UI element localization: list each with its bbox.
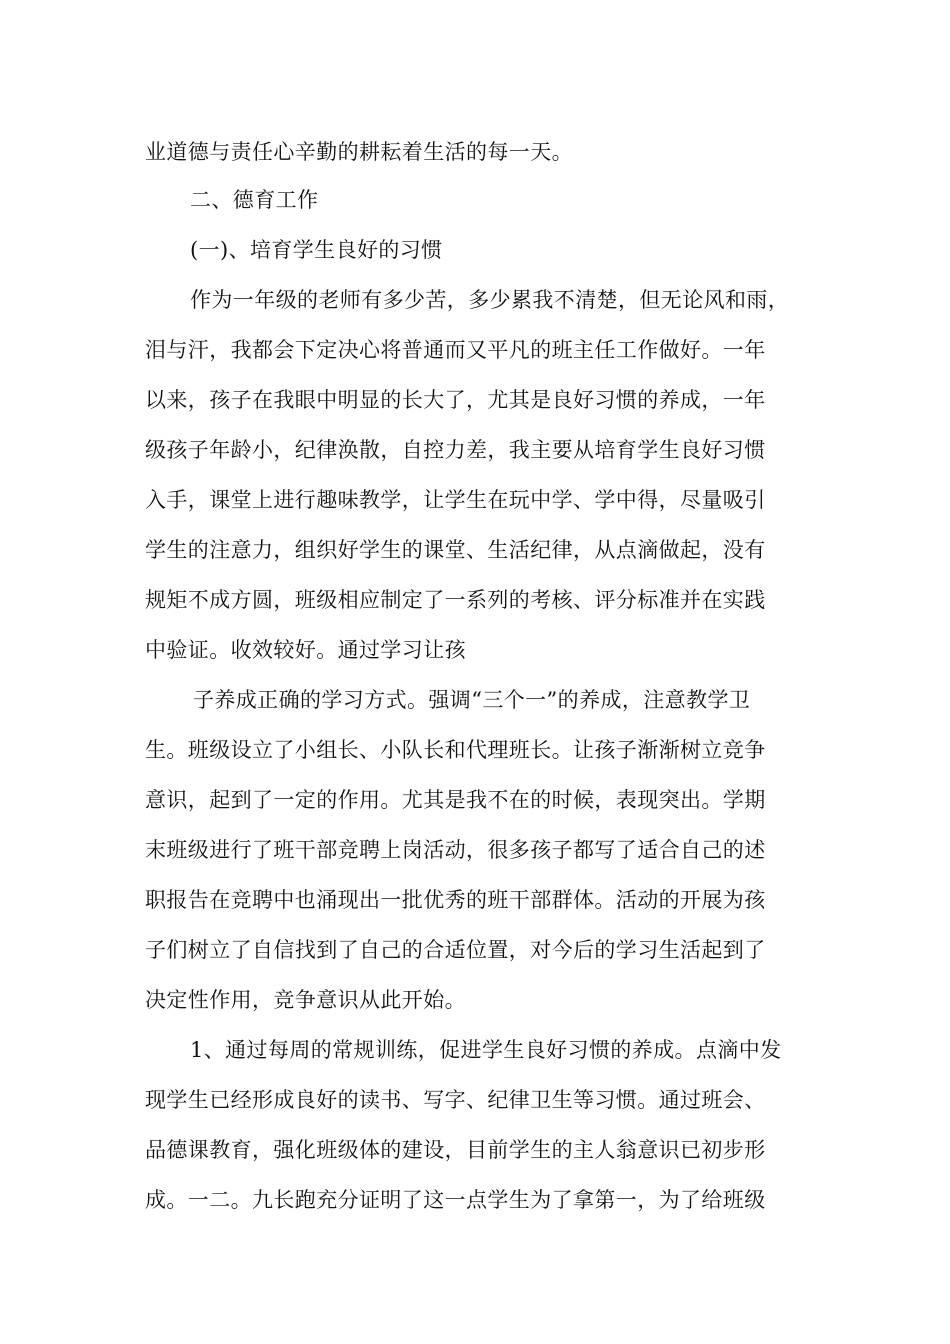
- paragraph-line: 子们树立了自信找到了自己的合适位置，对今后的学习生活起到了: [145, 938, 766, 962]
- text-line-1: 业道德与责任心辛勤的耕耘着生活的每一天。: [145, 140, 573, 164]
- paragraph-line: 1、通过每周的常规训练，促进学生良好习惯的养成。点滴中发: [190, 1038, 782, 1062]
- paragraph-line: 入手，课堂上进行趣味教学，让学生在玩中学、学中得，尽量吸引: [145, 488, 766, 512]
- paragraph-line: 末班级进行了班干部竞聘上岗活动，很多孩子都写了适合自己的述: [145, 838, 766, 862]
- paragraph-line: 决定性作用，竞争意识从此开始。: [145, 988, 466, 1012]
- paragraph-line: 成。一二。九长跑充分证明了这一点学生为了拿第一，为了给班级: [145, 1188, 766, 1212]
- section-heading: 二、德育工作: [190, 188, 319, 212]
- paragraph-line: 中验证。收效较好。通过学习让孩: [145, 638, 466, 662]
- paragraph-line: 职报告在竞聘中也涌现出一批优秀的班干部群体。活动的开展为孩: [145, 888, 766, 912]
- paragraph-line: 生。班级设立了小组长、小队长和代理班长。让孩子渐渐树立竞争: [145, 738, 766, 762]
- subsection-heading: (一)、培育学生良好的习惯: [190, 238, 443, 262]
- paragraph-line: 品德课教育，强化班级体的建设，目前学生的主人翁意识已初步形: [145, 1138, 766, 1162]
- paragraph-line: 作为一年级的老师有多少苦，多少累我不清楚，但无论风和雨，: [190, 288, 790, 312]
- paragraph-line: 现学生已经形成良好的读书、写字、纪律卫生等习惯。通过班会、: [145, 1088, 766, 1112]
- paragraph-line: 子养成正确的学习方式。强调“三个一”的养成，注意教学卫: [193, 688, 751, 712]
- paragraph-line: 规矩不成方圆，班级相应制定了一系列的考核、评分标准并在实践: [145, 588, 766, 612]
- paragraph-line: 学生的注意力，组织好学生的课堂、生活纪律，从点滴做起，没有: [145, 538, 766, 562]
- paragraph-line: 泪与汗，我都会下定决心将普通而又平凡的班主任工作做好。一年: [145, 338, 766, 362]
- paragraph-line: 级孩子年龄小，纪律涣散，自控力差，我主要从培育学生良好习惯: [145, 438, 766, 462]
- paragraph-line: 意识，起到了一定的作用。尤其是我不在的时候，表现突出。学期: [145, 788, 766, 812]
- paragraph-line: 以来，孩子在我眼中明显的长大了，尤其是良好习惯的养成，一年: [145, 388, 766, 412]
